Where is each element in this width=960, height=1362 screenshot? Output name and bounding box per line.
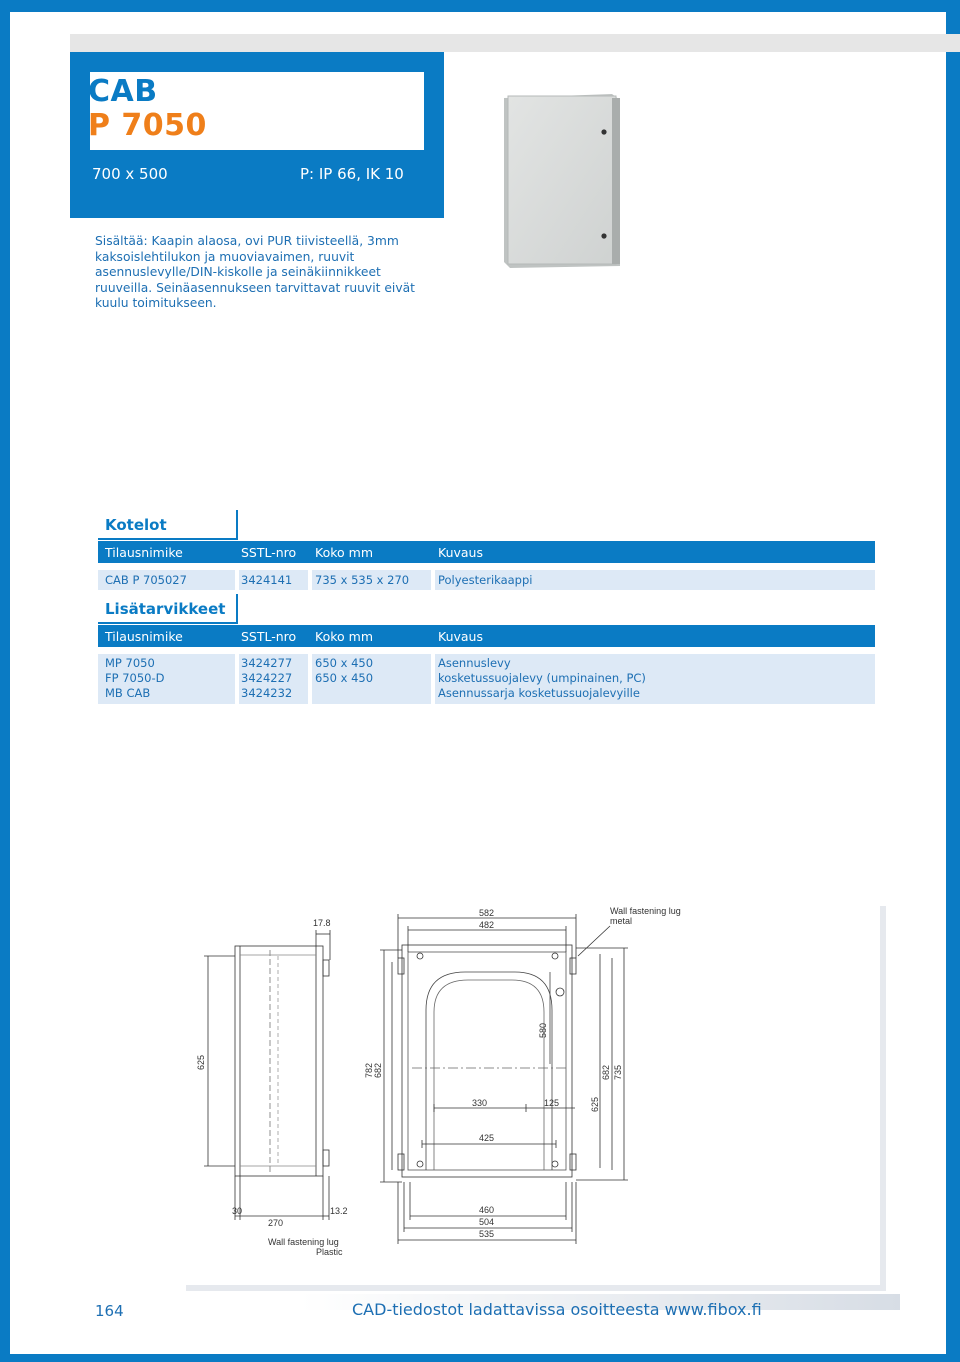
lug-label-plastic-1: Wall fastening lug bbox=[268, 1237, 339, 1247]
cell-description: Asennuslevy bbox=[438, 656, 511, 670]
cell-order-name: CAB P 705027 bbox=[105, 573, 187, 587]
dim-504: 504 bbox=[479, 1217, 495, 1227]
cell-sstl: 3424232 bbox=[241, 686, 293, 700]
table-row bbox=[98, 570, 875, 590]
page-number: 164 bbox=[95, 1302, 124, 1320]
cell-sstl: 3424277 bbox=[241, 656, 293, 670]
dim-460: 460 bbox=[479, 1205, 495, 1215]
cabinet-product-image bbox=[500, 92, 630, 270]
dim-682-left: 682 bbox=[373, 1062, 383, 1078]
dim-482: 482 bbox=[479, 920, 495, 930]
cad-download-text: CAD-tiedostot ladattavissa osoitteesta www.fibox.fi bbox=[352, 1300, 762, 1319]
dim-535: 535 bbox=[479, 1229, 495, 1239]
cell-order-name: MP 7050 bbox=[105, 656, 155, 670]
dim-735: 735 bbox=[613, 1064, 623, 1080]
product-dimensions: 700 x 500 bbox=[92, 165, 168, 183]
dim-330: 330 bbox=[472, 1098, 488, 1108]
column-divider bbox=[235, 570, 239, 590]
col-header-order-name: Tilausnimike bbox=[105, 545, 183, 560]
column-divider bbox=[431, 570, 435, 590]
cell-order-name: MB CAB bbox=[105, 686, 151, 700]
cell-order-name: FP 7050-D bbox=[105, 671, 165, 685]
dim-580: 580 bbox=[538, 1022, 548, 1038]
accessories-header-row bbox=[98, 625, 875, 647]
cell-size: 650 x 450 bbox=[315, 656, 374, 670]
cell-description: Polyesterikaappi bbox=[438, 573, 533, 587]
cell-description: kosketussuojalevy (umpinainen, PC) bbox=[438, 671, 646, 685]
product-family-title: CAB bbox=[88, 74, 158, 109]
column-divider bbox=[308, 654, 312, 704]
dim-625-side: 625 bbox=[196, 1054, 206, 1070]
kotelot-header-row bbox=[98, 541, 875, 563]
header-stripe bbox=[70, 34, 960, 52]
col-header-description: Kuvaus bbox=[438, 629, 483, 644]
col-header-order-name: Tilausnimike bbox=[105, 629, 183, 644]
dim-13-2: 13.2 bbox=[330, 1206, 348, 1216]
lug-label-metal-1: Wall fastening lug bbox=[610, 906, 681, 916]
column-divider bbox=[308, 570, 312, 590]
dim-30: 30 bbox=[232, 1206, 243, 1216]
intro-text: Sisältää: Kaapin alaosa, ovi PUR tiivisteellä, 3mm kaksoislehtilukon ja muoviavaimen, ruuvit asennuslevylle/DIN-kiskolle ja seinäkiinnikkeet ruuveilla. Seinäasennukseen tarvittavat ruuvit eivät kuulu toimitukseen. bbox=[95, 234, 415, 310]
col-header-size: Koko mm bbox=[315, 545, 373, 560]
cell-sstl: 3424227 bbox=[241, 671, 293, 685]
lug-label-plastic-2: Plastic bbox=[316, 1247, 343, 1257]
product-model-title: P 7050 bbox=[88, 108, 207, 143]
dim-582: 582 bbox=[479, 908, 495, 918]
dim-270: 270 bbox=[268, 1218, 284, 1228]
col-header-sstl: SSTL-nro bbox=[241, 629, 297, 644]
cell-description: Asennussarja kosketussuojalevyille bbox=[438, 686, 640, 700]
dim-625-front: 625 bbox=[590, 1096, 600, 1112]
dim-782: 782 bbox=[364, 1062, 374, 1078]
cell-sstl: 3424141 bbox=[241, 573, 293, 587]
kotelot-title: Kotelot bbox=[105, 516, 167, 534]
column-divider bbox=[235, 654, 239, 704]
protection-rating: P: IP 66, IK 10 bbox=[300, 165, 404, 183]
dim-17-8: 17.8 bbox=[313, 918, 331, 928]
technical-drawing bbox=[180, 900, 885, 1292]
dim-125: 125 bbox=[544, 1098, 560, 1108]
cell-size: 650 x 450 bbox=[315, 671, 374, 685]
dim-425: 425 bbox=[479, 1133, 495, 1143]
cell-size: 735 x 535 x 270 bbox=[315, 573, 410, 587]
accessories-rows bbox=[98, 654, 875, 704]
col-header-size: Koko mm bbox=[315, 629, 373, 644]
side-view bbox=[204, 930, 330, 1220]
dim-682-right: 682 bbox=[601, 1064, 611, 1080]
col-header-sstl: SSTL-nro bbox=[241, 545, 297, 560]
column-divider bbox=[431, 654, 435, 704]
lug-label-metal-2: metal bbox=[610, 916, 633, 926]
col-header-description: Kuvaus bbox=[438, 545, 483, 560]
accessories-title: Lisätarvikkeet bbox=[105, 600, 226, 618]
front-view bbox=[380, 914, 628, 1244]
